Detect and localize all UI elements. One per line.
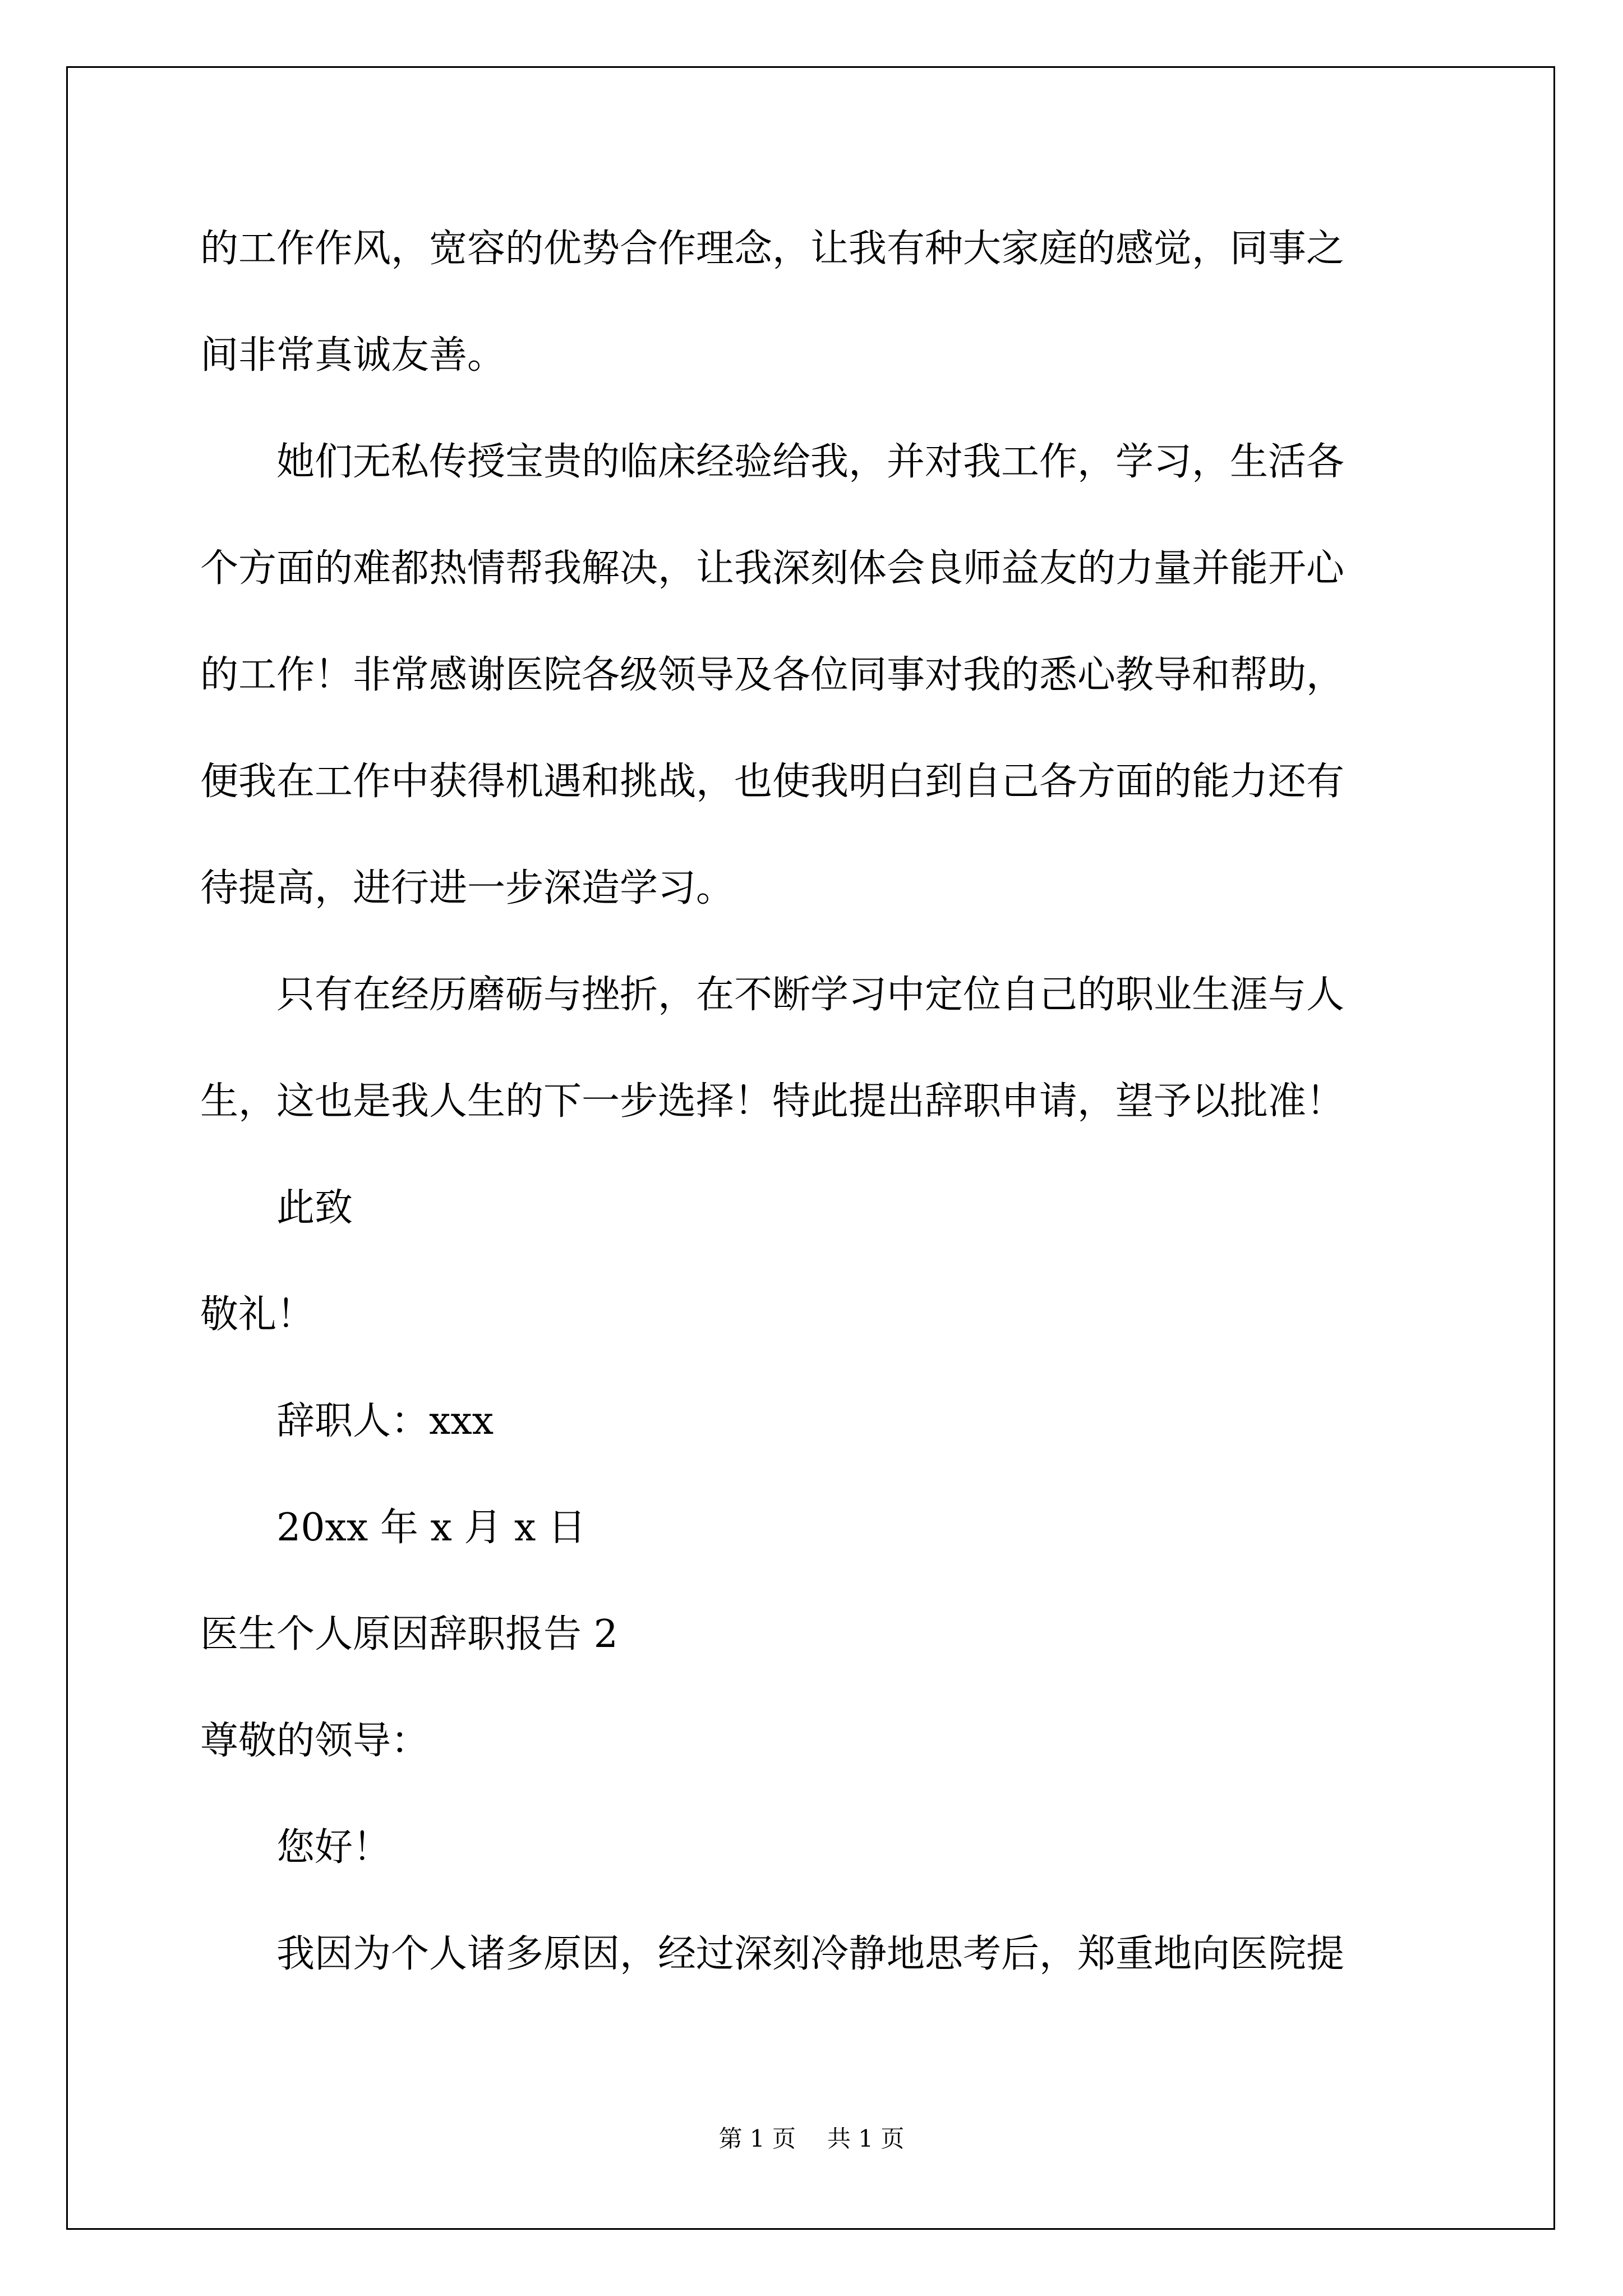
text-line: 她们无私传授宝贵的临床经验给我，并对我工作，学习，生活各	[200, 440, 1345, 484]
text-line: 待提高，进行进一步深造学习。	[200, 866, 735, 910]
section-title: 医生个人原因辞职报告 2	[200, 1612, 618, 1657]
page-total: 共 1 页	[827, 2125, 905, 2152]
text-line: 尊敬的领导：	[200, 1719, 430, 1763]
page-border	[66, 66, 1555, 2230]
text-line: 此致	[200, 1186, 353, 1230]
text-line: 我因为个人诸多原因，经过深刻冷静地思考后，郑重地向医院提	[200, 1932, 1345, 1976]
text-line: 敬礼！	[200, 1292, 315, 1337]
text-line: 生，这也是我人生的下一步选择！特此提出辞职申请，望予以批准！	[200, 1079, 1345, 1124]
text-line: 辞职人：xxx	[200, 1399, 494, 1443]
page-number: 第 1 页	[718, 2125, 796, 2152]
text-line: 的工作作风，宽容的优势合作理念，让我有种大家庭的感觉，同事之	[200, 227, 1345, 271]
text-line: 您好！	[200, 1825, 391, 1870]
text-line: 间非常真诚友善。	[200, 333, 506, 378]
text-line: 只有在经历磨砺与挫折，在不断学习中定位自己的职业生涯与人	[200, 973, 1345, 1017]
text-line: 便我在工作中获得机遇和挑战，也使我明白到自己各方面的能力还有	[200, 760, 1345, 804]
text-line: 个方面的难都热情帮我解决，让我深刻体会良师益友的力量并能开心	[200, 546, 1345, 591]
text-line: 的工作！非常感谢医院各级领导及各位同事对我的悉心教导和帮助，	[200, 653, 1345, 697]
page-footer	[0, 2127, 1623, 2151]
text-line: 20xx 年 x 月 x 日	[200, 1506, 587, 1550]
